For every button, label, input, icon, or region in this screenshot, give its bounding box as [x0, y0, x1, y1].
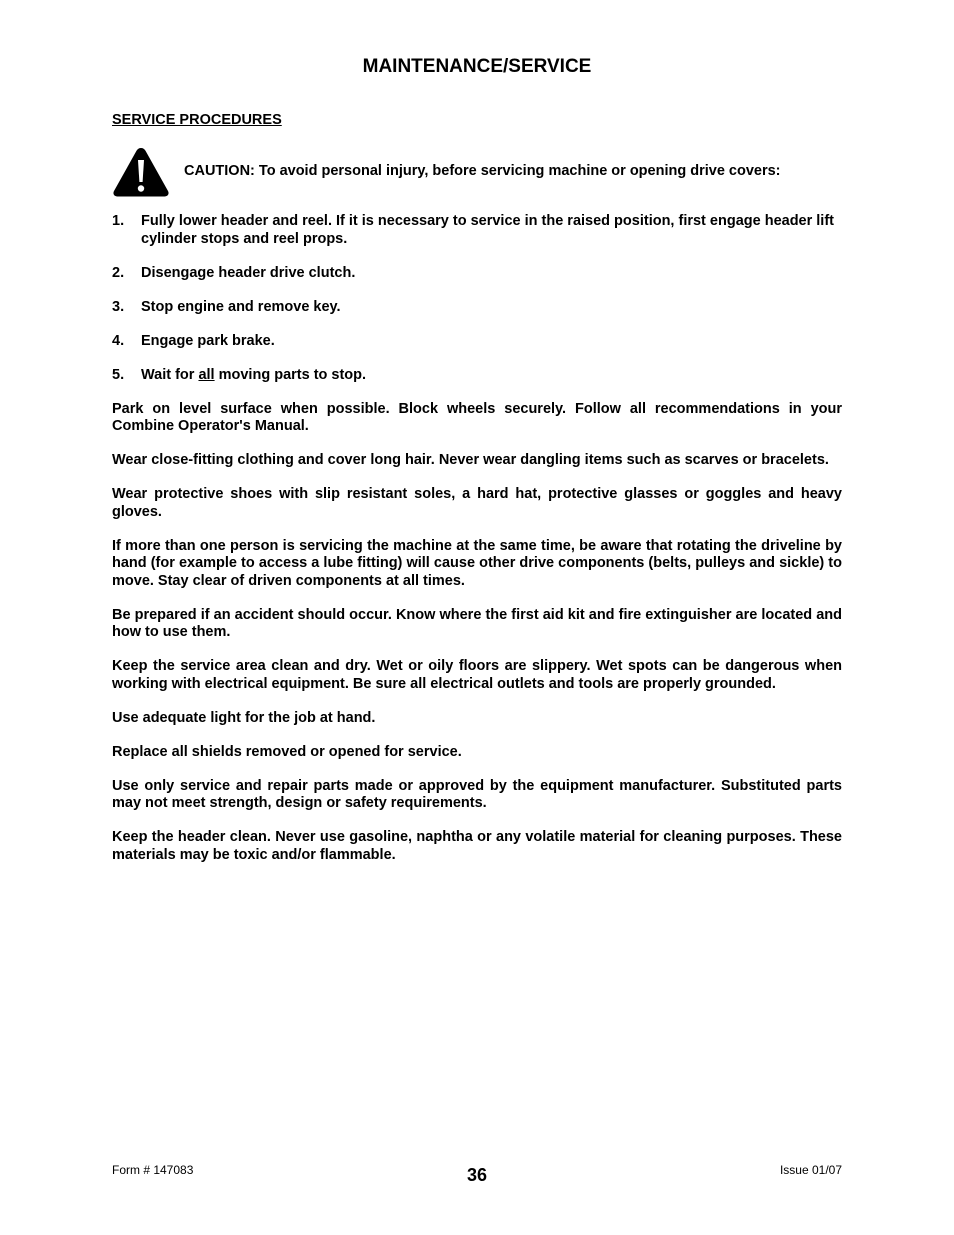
paragraph-accident: Be prepared if an accident should occur. Know where the first aid kit and fire extinguisher are located and how to use them. — [112, 606, 842, 640]
step-text: Fully lower header and reel. If it is necessary to service in the raised position, first engage header lift cylinder stops and reel props. — [141, 213, 834, 247]
section-heading: SERVICE PROCEDURES — [112, 112, 282, 128]
paragraph-level-surface: Park on level surface when possible. Block wheels securely. Follow all recommendations in your Combine Operator's Manual. — [112, 400, 842, 434]
paragraph-service-area: Keep the service area clean and dry. Wet or oily floors are slippery. Wet spots can be dangerous when working with electrical equipment. Be sure all electrical outlets and tools are properly grounded. — [112, 658, 842, 692]
step-item — [112, 367, 842, 385]
step-text — [141, 367, 842, 385]
paragraph-clothing: Wear close-fitting clothing and cover long hair. Never wear dangling items such as scarves or bracelets. — [112, 452, 829, 468]
step-text-after: moving parts to stop. — [214, 366, 367, 383]
page-number: 36 — [466, 1165, 488, 1185]
step-text-before: Wait for — [141, 366, 199, 383]
paragraph-protective-gear: Wear protective shoes with slip resistant soles, a hard hat, protective glasses or goggles and heavy gloves. — [112, 486, 842, 520]
step-item — [112, 213, 842, 248]
caution-text: CAUTION: To avoid personal injury, before servicing machine or opening drive covers: — [184, 163, 781, 179]
warning-triangle-icon — [112, 146, 170, 198]
step-item — [112, 299, 842, 317]
step-item — [112, 333, 842, 351]
step-number: 5. — [112, 366, 125, 383]
step-item — [112, 265, 842, 283]
step-text: Stop engine and remove key. — [141, 298, 341, 315]
paragraph-shields: Replace all shields removed or opened for service. — [112, 743, 462, 760]
form-number: Form # 147083 — [112, 1163, 194, 1177]
page-title: MAINTENANCE/SERVICE — [362, 56, 592, 77]
step-number: 3. — [112, 298, 125, 315]
step-text: Engage park brake. — [141, 332, 275, 349]
step-text: Disengage header drive clutch. — [141, 264, 356, 281]
paragraph-clean-header: Keep the header clean. Never use gasoline, naphtha or any volatile material for cleaning purposes. These materials may be toxic and/or flammable. — [112, 829, 842, 863]
paragraph-multiple-persons: If more than one person is servicing the machine at the same time, be aware that rotating the driveline by hand (for example to access a lube fitting) will cause other drive components (belts, pulleys and sickle) to move. Stay clear of driven components at all times. — [112, 537, 842, 589]
step-text-emphasis: all — [198, 366, 215, 383]
procedure-content — [112, 213, 842, 881]
paragraph-lighting: Use adequate light for the job at hand. — [112, 709, 376, 726]
caution-notice — [112, 146, 842, 198]
step-number: 2. — [112, 264, 125, 281]
step-number: 4. — [112, 332, 125, 349]
step-number: 1. — [112, 213, 125, 229]
paragraph-parts: Use only service and repair parts made or approved by the equipment manufacturer. Substituted parts may not meet strength, design or safety requirements. — [112, 777, 842, 811]
issue-date: Issue 01/07 — [779, 1163, 842, 1177]
